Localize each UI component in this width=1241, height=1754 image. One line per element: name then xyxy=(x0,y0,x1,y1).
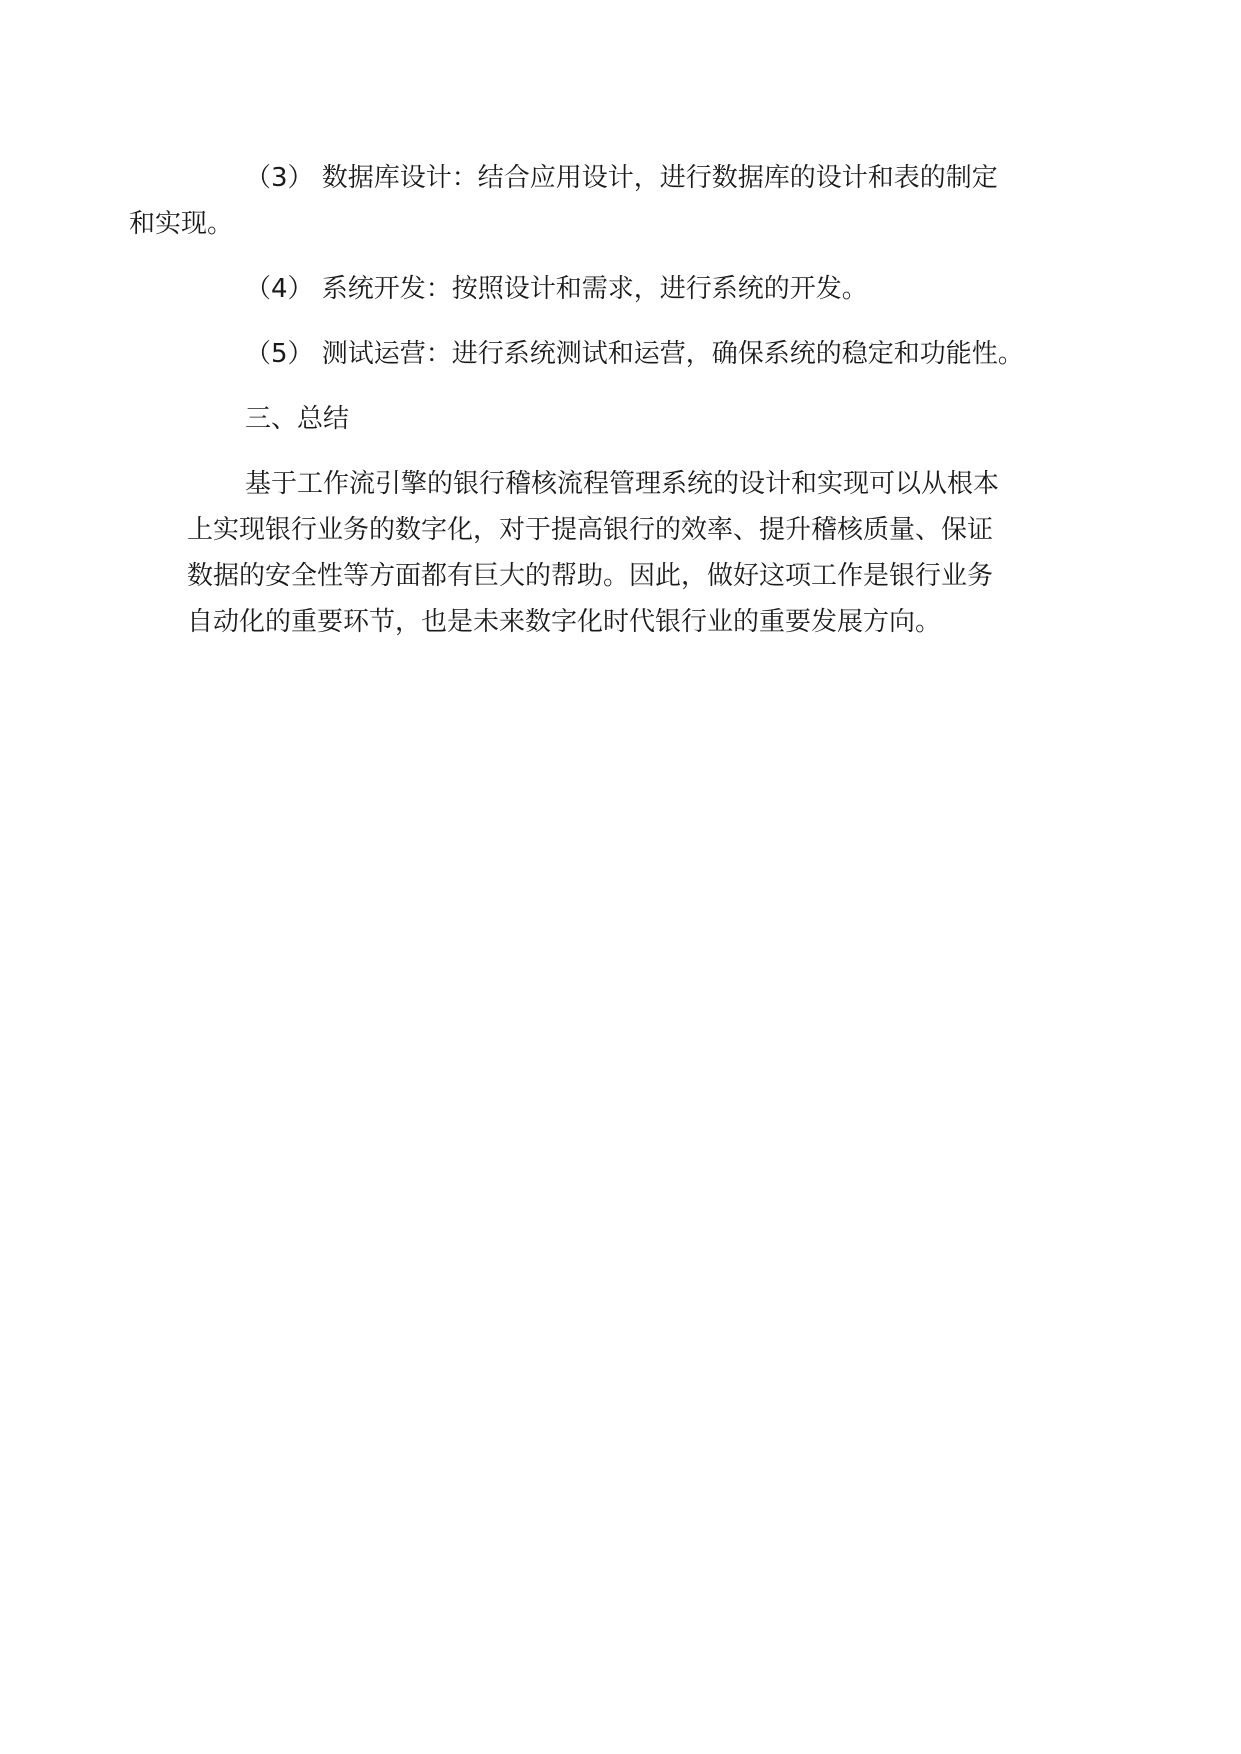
paragraph-line: 和实现。 xyxy=(129,209,234,239)
paragraph-line: 自动化的重要环节，也是未来数字化时代银行业的重要发展方向。 xyxy=(187,607,942,637)
paragraph-line: 基于工作流引擎的银行稽核流程管理系统的设计和实现可以从根本 xyxy=(245,469,1000,499)
list-item-testing-operation: （5） 测试运营：进行系统测试和运营，确保系统的稳定和功能性。 xyxy=(245,339,1024,369)
list-item-system-development: （4） 系统开发：按照设计和需求，进行系统的开发。 xyxy=(245,274,868,304)
list-item-database-design xyxy=(129,155,1057,247)
section-heading: 三、总结 xyxy=(245,404,350,434)
summary-paragraph xyxy=(187,461,1057,645)
document-body xyxy=(129,155,1057,645)
paragraph-line: （3） 数据库设计：结合应用设计，进行数据库的设计和表的制定 xyxy=(245,163,998,193)
paragraph-line: 上实现银行业务的数字化，对于提高银行的效率、提升稽核质量、保证 xyxy=(187,515,994,545)
paragraph-line: 数据的安全性等方面都有巨大的帮助。因此，做好这项工作是银行业务 xyxy=(187,561,994,591)
